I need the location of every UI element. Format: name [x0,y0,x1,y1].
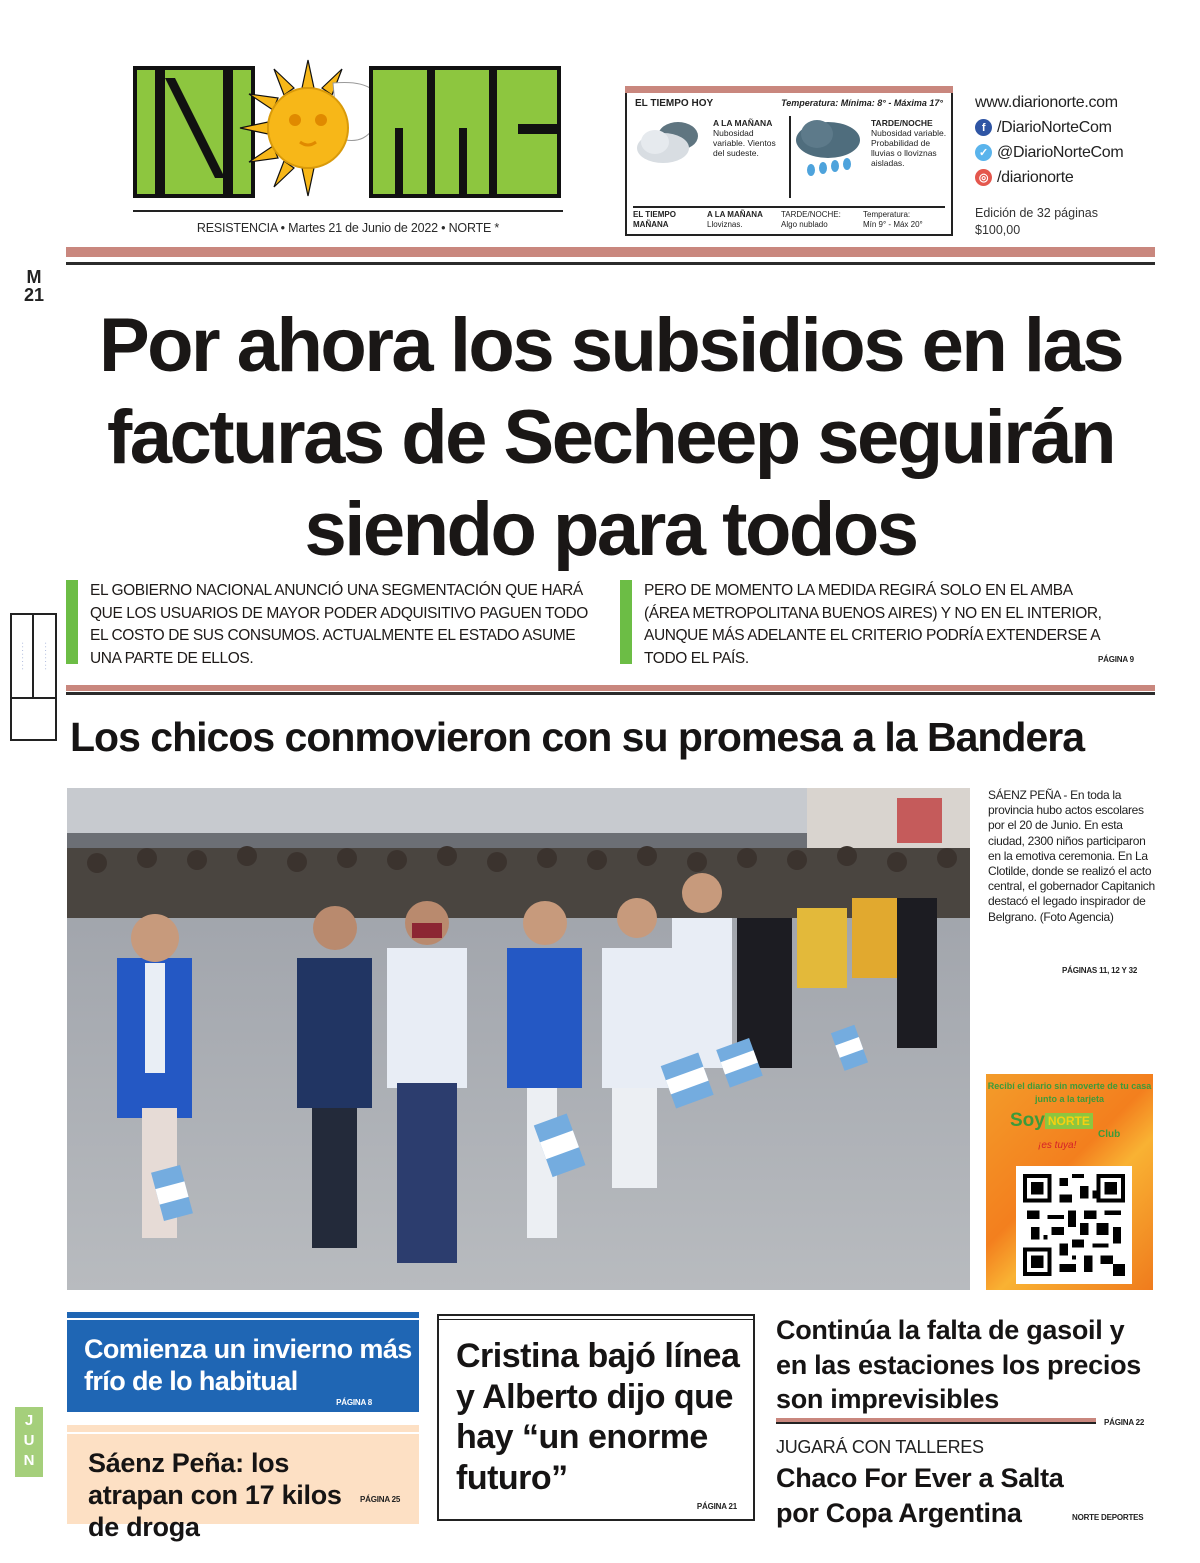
deck-accent-bar [66,580,78,664]
side-legal-bottom [12,697,55,739]
twitter-link[interactable] [975,140,1165,165]
ad-brand-suffix: Club [1098,1129,1121,1140]
deck-accent-bar [620,580,632,664]
story-sports-kicker: JUGARÁ CON TALLERES [776,1437,984,1457]
photo-illustration [67,788,970,1290]
facebook-handle: /DiarioNorteCom [997,118,1112,136]
weather-tomorrow-night-label: TARDE/NOCHE: [781,210,841,219]
rain-cloud-icon [793,118,863,180]
weather-temperature: Temperatura: Mínima: 8° - Máxima 17° [781,98,943,108]
photo-story-page-ref[interactable]: PÁGINAS 11, 12 Y 32 [1062,966,1138,975]
lead-page-ref[interactable]: PÁGINA 9 [1098,655,1134,664]
qr-code[interactable] [1016,1166,1132,1284]
section-rule-dark [66,692,1155,695]
instagram-link[interactable] [975,165,1165,190]
weather-night [871,118,951,168]
photo-caption: SÁENZ PEÑA - En toda la provincia hubo actos escolares por el 20 de Junio. En esta ciudad, 2300 niños participaron en la emotiva ceremonia. En La Clotilde, donde se realizó el acto central, el gobernador Capitanich destacó el legado inspirador de Belgrano. (Foto Agencia) [988,788,1155,924]
twitter-handle: @DiarioNorteCom [997,143,1124,161]
weather-night-heading: TARDE/NOCHE [871,118,933,128]
edition-price: $100,00 [975,223,1021,237]
weather-tomorrow-night [781,210,859,229]
story-politics-headline: Cristina bajó línea y Alberto dijo que hay “un enorme futuro” [456,1337,740,1497]
weather-tomorrow-title: EL TIEMPO MAÑANA [633,210,676,229]
lead-deck-left [66,580,606,667]
qr-code-icon [1023,1173,1125,1277]
lead-headline[interactable]: Por ahora los subsidios en las facturas de Secheep seguirán siendo para todos [98,303,1123,572]
lead-deck-right [620,580,1155,667]
section-rule-pink [66,685,1155,691]
side-legal-col-1: · · · · · · · · [12,615,34,697]
story-drugs-headline: Sáenz Peña: los atrapan con 17 kilos de droga [88,1448,342,1542]
edition-info [975,205,1098,239]
weather-tomorrow-label [633,210,695,229]
norte-logo-graphic [133,58,563,206]
ad-slogan: ¡es tuya! [1038,1140,1077,1151]
story-drugs-page-ref: PÁGINA 25 [360,1495,401,1504]
weather-morning [713,118,785,158]
photo-story-headline[interactable]: Los chicos conmovieron con su promesa a la Bandera [70,714,1085,760]
side-day-number: 21 [23,285,45,305]
children-flag-photo[interactable] [67,788,970,1290]
ad-brand-logo [1010,1110,1093,1132]
story-winter-page-ref: PÁGINA 8 [336,1398,372,1407]
twitter-icon: ✓ [975,144,992,161]
weather-morning-heading: A LA MAÑANA [713,118,773,128]
side-month: JUN [23,1412,35,1469]
weather-tomorrow-morning-text: Lloviznas. [707,219,743,229]
side-day-letter: M [26,267,42,287]
ad-brand-prefix: Soy [1010,1110,1045,1131]
weather-tomorrow-temp-text: Mín 9° - Máx 20° [863,219,923,229]
facebook-link[interactable] [975,115,1165,140]
story-fuel-rule [776,1418,1096,1424]
section-rule-pink [66,247,1155,257]
dateline: RESISTENCIA • Martes 21 de Junio de 2022 • NORTE * [196,221,500,235]
side-legal-col-2: · · · · · · · · [41,642,48,670]
edition-pages: Edición de 32 páginas [975,206,1099,220]
weather-tomorrow-temp-label: Temperatura: [863,210,911,219]
weather-tomorrow-temp [863,210,949,229]
lead-deck-left-text: EL GOBIERNO NACIONAL ANUNCIÓ UNA SEGMENTACIÓN QUE HARÁ QUE LOS USUARIOS DE MAYOR PODER ADQUISITIVO PAGUEN TODO EL COSTO DE SUS CONSUMOS. ACTUALMENTE EL ESTADO ASUME UNA PARTE DE ELLOS. [90,582,588,667]
story-politics[interactable] [437,1314,755,1521]
weather-night-text: Nubosidad variable. Probabilidad de lluvias o lloviznas aisladas. [871,128,947,168]
story-sports-page-ref[interactable]: NORTE DEPORTES [1072,1513,1144,1522]
section-rule-dark [66,262,1155,265]
instagram-handle: /diarionorte [997,168,1074,186]
story-sports-headline[interactable]: Chaco For Ever a Salta por Copa Argentina [776,1463,1064,1528]
story-winter-headline: Comienza un invierno más frío de lo habitual [84,1334,412,1396]
ad-text: Recibí el diario sin moverte de tu casa junto a la tarjeta [987,1081,1152,1104]
masthead-rule [133,210,563,212]
instagram-icon: ◎ [975,169,992,186]
side-date-marker [18,268,50,304]
cloudy-icon [633,116,703,166]
ad-brand-name: NORTE [1045,1113,1093,1129]
weather-tomorrow-morning [707,210,773,229]
weather-title: EL TIEMPO HOY [635,98,714,109]
website-link[interactable]: www.diarionorte.com [975,94,1118,111]
weather-box [625,86,953,236]
lead-deck-right-text: PERO DE MOMENTO LA MEDIDA REGIRÁ SOLO EN EL AMBA (ÁREA METROPOLITANA BUENOS AIRES) Y NO EN EL INTERIOR, AUNQUE MÁS ADELANTE EL CRITERIO PODRÍA EXTENDERSE A TODO EL PAÍS. [644,582,1102,667]
weather-top-bar [625,86,953,93]
side-legal-box [10,613,57,741]
story-fuel-page-ref[interactable]: PÁGINA 22 [1104,1418,1145,1427]
story-drugs[interactable] [67,1425,419,1542]
weather-tomorrow-night-text: Algo nublado [781,219,828,229]
norte-logo[interactable] [133,58,563,206]
facebook-icon: f [975,119,992,136]
weather-separator [633,206,945,208]
story-winter[interactable] [67,1312,419,1412]
side-month-marker [15,1407,43,1477]
weather-morning-text: Nubosidad variable. Vientos del sudeste. [713,128,776,158]
soy-norte-club-ad[interactable] [986,1074,1153,1290]
contact-block [975,94,1165,190]
weather-divider [789,116,791,198]
story-politics-page-ref: PÁGINA 21 [696,1502,737,1511]
weather-tomorrow-morning-label: A LA MAÑANA [707,210,763,219]
story-fuel-headline[interactable]: Continúa la falta de gasoil y en las estaciones los precios son imprevisibles [776,1315,1141,1414]
